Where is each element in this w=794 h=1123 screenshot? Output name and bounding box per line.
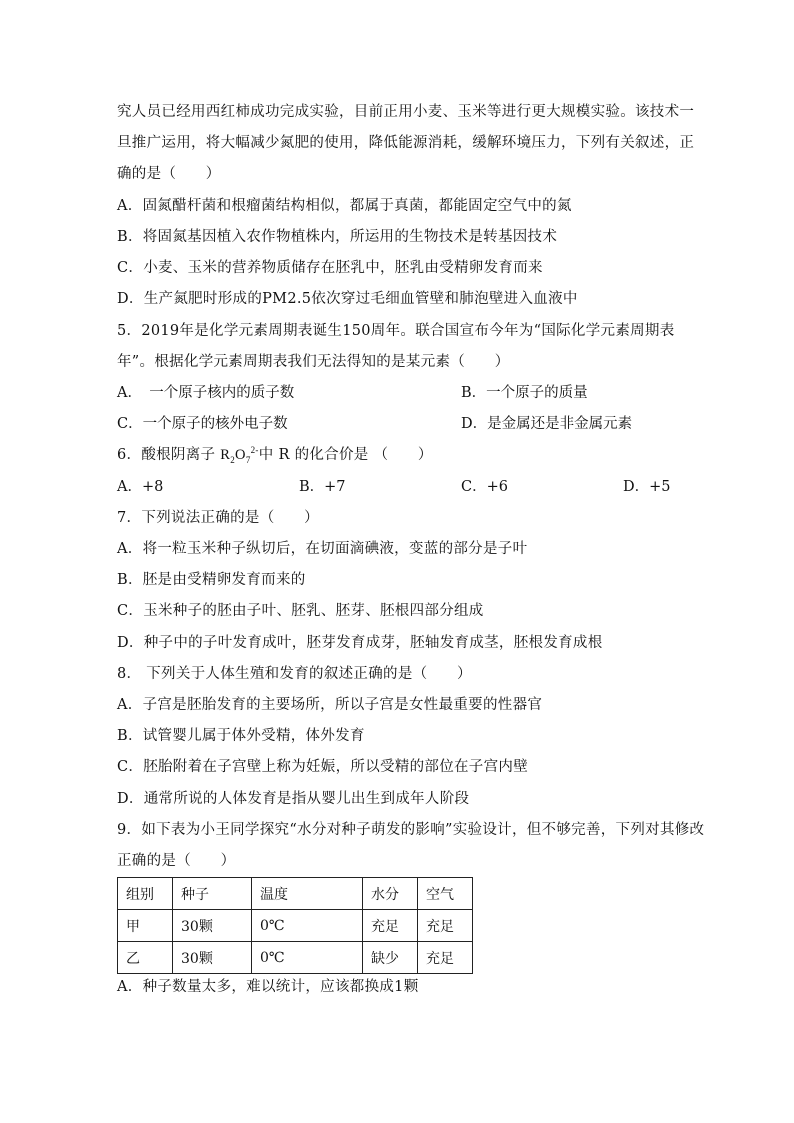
- question-4-stem-line-2: 旦推广运用，将大幅减少氮肥的使用，降低能源消耗，缓解环境压力，下列有关叙述，正: [117, 135, 695, 151]
- table-row: [118, 942, 473, 974]
- question-7-stem: 7．下列说法正确的是（ ）: [117, 510, 319, 526]
- table-header-cell: 水分: [363, 878, 418, 910]
- question-5-option-c: C．一个原子的核外电子数: [117, 416, 288, 432]
- question-7-option-c: C．玉米种子的胚由子叶、胚乳、胚芽、胚根四部分组成: [117, 603, 484, 619]
- table-row: [118, 910, 473, 942]
- ion-formula-r: R: [220, 447, 231, 463]
- question-4-option-b: B．将固氮基因植入农作物植株内，所运用的生物技术是转基因技术: [117, 229, 558, 245]
- question-6-option-c: C．+6: [461, 479, 508, 495]
- table-header-cell: 组别: [118, 878, 173, 910]
- question-9-stem-line-1: 9．如下表为小王同学探究“水分对种子萌发的影响”实验设计，但不够完善，下列对其修改: [117, 822, 705, 838]
- table-header-row: [118, 878, 473, 910]
- question-8-option-a: A．子宫是胚胎发育的主要场所，所以子宫是女性最重要的性器官: [117, 697, 543, 713]
- question-8-stem: 8． 下列关于人体生殖和发育的叙述正确的是（ ）: [117, 666, 472, 682]
- table-cell: 乙: [118, 942, 173, 974]
- table-cell: 0℃: [252, 910, 363, 942]
- table-cell: 30颗: [173, 942, 252, 974]
- question-6-stem-prefix: 6．酸根阴离子: [117, 447, 221, 463]
- question-8-option-b: B．试管婴儿属于体外受精，体外发育: [117, 728, 365, 744]
- ion-formula-o: O: [235, 447, 246, 463]
- question-4-option-d: D．生产氮肥时形成的PM2.5依次穿过毛细血管壁和肺泡壁进入血液中: [117, 291, 578, 307]
- ion-formula: [220, 447, 259, 463]
- question-5-stem-line-2: 年”。根据化学元素周期表我们无法得知的是某元素（ ）: [117, 354, 510, 370]
- question-5-option-b: B．一个原子的质量: [461, 385, 588, 401]
- table-cell: 甲: [118, 910, 173, 942]
- table-cell: 0℃: [252, 942, 363, 974]
- question-4-stem-line-1: 究人员已经用西红柿成功完成实验，目前正用小麦、玉米等进行更大规模实验。该技术一: [117, 104, 695, 120]
- question-7-option-a: A．将一粒玉米种子纵切后，在切面滴碘液，变蓝的部分是子叶: [117, 541, 528, 557]
- table-cell: 充足: [418, 910, 473, 942]
- question-4-option-c: C．小麦、玉米的营养物质储存在胚乳中，胚乳由受精卵发育而来: [117, 260, 543, 276]
- question-7-option-b: B．胚是由受精卵发育而来的: [117, 572, 306, 588]
- question-9-stem-line-2: 正确的是（ ）: [117, 853, 236, 869]
- ion-formula-sub-7: 7: [245, 454, 251, 465]
- question-6-option-a: A．+8: [117, 479, 164, 495]
- question-5-stem-line-1: 5．2019年是化学元素周期表诞生150周年。联合国宣布今年为“国际化学元素周期表: [117, 323, 675, 339]
- question-6-option-d: D．+5: [623, 479, 671, 495]
- table-header-cell: 温度: [252, 878, 363, 910]
- question-6-stem-suffix: 中 R 的化合价是 （ ）: [258, 447, 433, 463]
- table-cell: 30颗: [173, 910, 252, 942]
- question-8-option-c: C．胚胎附着在子宫壁上称为妊娠，所以受精的部位在子宫内壁: [117, 759, 528, 775]
- table-header-cell: 空气: [418, 878, 473, 910]
- ion-formula-sub-2: 2: [230, 454, 236, 465]
- question-6-stem: [117, 446, 433, 464]
- question-8-option-d: D．通常所说的人体发育是指从婴儿出生到成年人阶段: [117, 791, 470, 807]
- table-cell: 充足: [363, 910, 418, 942]
- question-4-option-a: A．固氮醋杆菌和根瘤菌结构相似，都属于真菌，都能固定空气中的氮: [117, 198, 572, 214]
- table-cell: 充足: [418, 942, 473, 974]
- table-cell: 缺少: [363, 942, 418, 974]
- question-7-option-d: D．种子中的子叶发育成叶，胚芽发育成芽，胚轴发育成茎，胚根发育成根: [117, 635, 603, 651]
- question-4-stem-line-3: 确的是（ ）: [117, 166, 221, 182]
- table-header-cell: 种子: [173, 878, 252, 910]
- question-6-option-b: B．+7: [299, 479, 346, 495]
- ion-formula-charge: 2-: [250, 445, 259, 456]
- question-5-option-d: D．是金属还是非金属元素: [461, 416, 633, 432]
- question-9-option-a: A．种子数量太多，难以统计，应该都换成1颗: [117, 979, 419, 995]
- experiment-table: [117, 877, 473, 974]
- question-5-option-a: A． 一个原子核内的质子数: [117, 385, 295, 401]
